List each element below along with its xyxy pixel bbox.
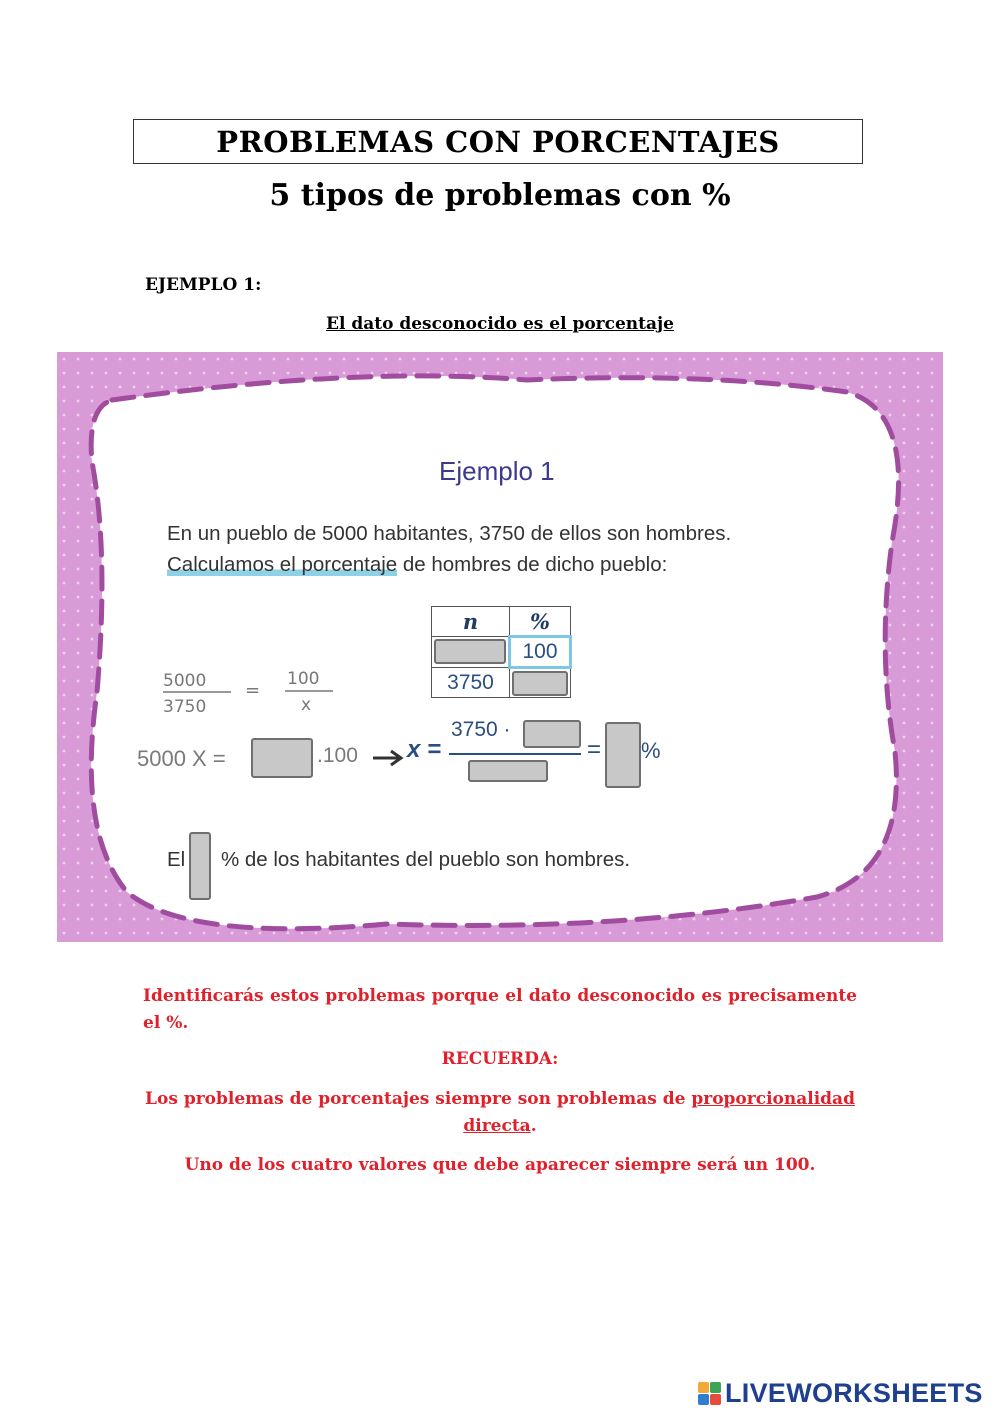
brand-name: LIVEWORKSHEETS (725, 1377, 983, 1408)
table-cell-pct1: 100 (510, 637, 571, 668)
page-title (133, 119, 863, 164)
remember-label: RECUERDA: (441, 1049, 559, 1069)
logo-square-2 (710, 1382, 721, 1393)
hand-den-right: x (301, 695, 312, 715)
proportion-table (431, 606, 572, 698)
handwritten-fraction (163, 662, 349, 718)
formula-numerator: 3750 · (451, 718, 511, 741)
table-cell-pct2 (510, 668, 571, 698)
statement-line-1: En un pueblo de 5000 habitantes, 3750 de ellos son hombres. (167, 522, 732, 545)
answer-box-pct2[interactable] (512, 671, 568, 696)
hand-equals: = (245, 680, 261, 701)
formula-equals: = (587, 736, 602, 763)
formula-percent: % (641, 738, 661, 763)
answer-box-n1[interactable] (434, 639, 506, 664)
rule-part1: Los problemas de porcentajes siempre son problemas de (145, 1089, 692, 1109)
liveworksheets-brand[interactable] (698, 1377, 983, 1409)
statement-highlight: Calculamos el porcentaje (167, 553, 398, 576)
hand-num-right: 100 (287, 669, 320, 689)
rule-end: . (530, 1116, 537, 1136)
statement-rest: de hombres de dicho pueblo: (397, 553, 668, 576)
logo-square-3 (698, 1394, 709, 1405)
example-statement (167, 518, 829, 580)
example-card (57, 352, 943, 942)
section-heading: El dato desconocido es el porcentaje (325, 314, 674, 334)
arrow-icon (371, 748, 407, 768)
table-header-n: n (432, 607, 510, 637)
fraction-bar (449, 753, 581, 755)
table-cell-n2: 3750 (432, 668, 510, 698)
example-title: Ejemplo 1 (439, 456, 555, 486)
answer-box-numerator[interactable] (523, 720, 581, 748)
conclusion-prefix: El (167, 848, 186, 871)
table-header-percent: % (510, 607, 571, 637)
answer-box-result[interactable] (605, 722, 641, 788)
formula-x: x = (407, 736, 442, 763)
answer-box-denominator[interactable] (468, 760, 548, 782)
conclusion-suffix: % de los habitantes del pueblo son hombres. (220, 848, 631, 871)
liveworksheets-logo-icon (698, 1382, 721, 1405)
answer-box-conclusion[interactable] (189, 832, 211, 900)
rule-underlined: proporcionalidad directa (463, 1089, 855, 1136)
page-title-text: PROBLEMAS CON PORCENTAJES (216, 124, 780, 159)
statement-line-2 (167, 549, 829, 580)
rule-note (143, 1086, 857, 1140)
example-label: EJEMPLO 1: (145, 275, 262, 295)
hand-equation-mult: .100 (317, 744, 358, 767)
conclusion-sentence (167, 848, 630, 872)
logo-square-4 (710, 1394, 721, 1405)
hand-num-left: 5000 (163, 671, 207, 691)
hand-den-left: 3750 (163, 697, 207, 717)
page-subtitle: 5 tipos de problemas con % (269, 178, 731, 213)
answer-box-factor[interactable] (251, 738, 313, 778)
logo-square-1 (698, 1382, 709, 1393)
hand-equation-left: 5000 X = (137, 746, 226, 771)
hundred-note: Uno de los cuatro valores que debe aparecer siempre será un 100. (184, 1155, 816, 1175)
identify-note: Identificarás estos problemas porque el dato desconocido es precisamente el %. (143, 986, 857, 1033)
table-cell-n1 (432, 637, 510, 668)
